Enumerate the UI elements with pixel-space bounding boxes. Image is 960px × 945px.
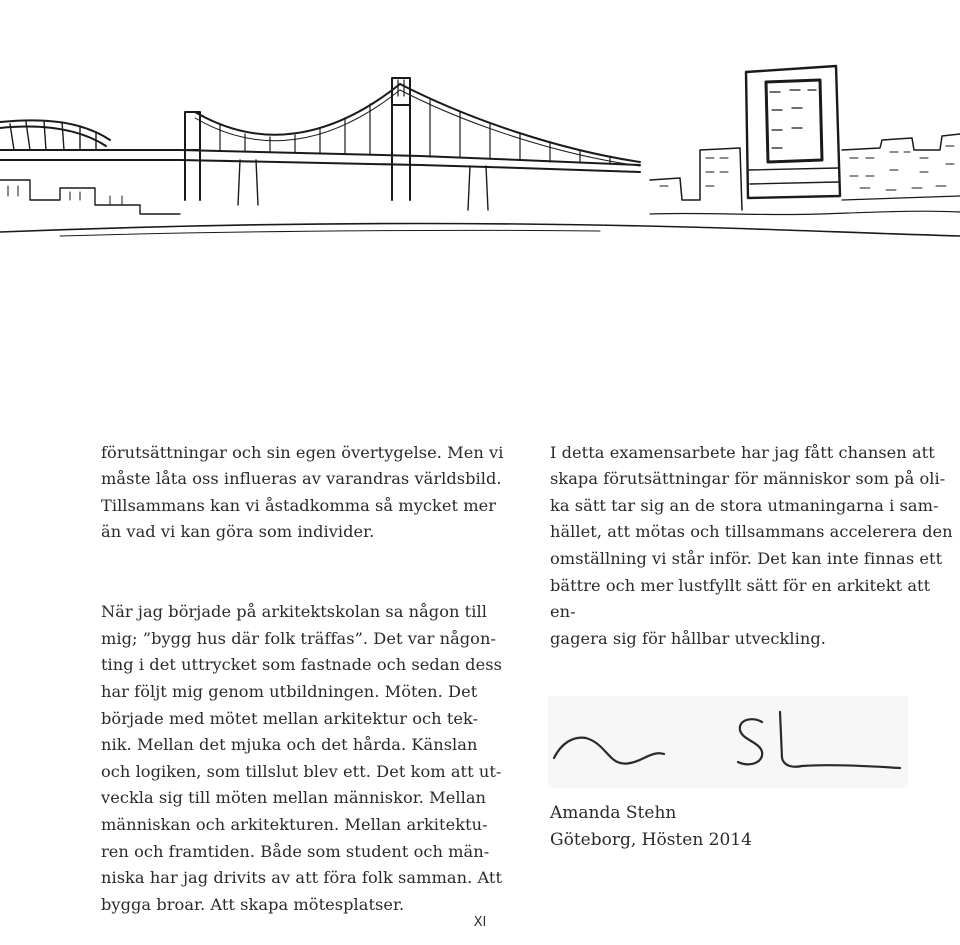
bridge-skyline-sketch-icon xyxy=(0,0,960,300)
page-number: XI xyxy=(473,915,487,930)
author-place-date: Göteborg, Hösten 2014 xyxy=(550,830,752,850)
author-block xyxy=(550,800,752,854)
handwritten-signature-icon xyxy=(548,696,908,788)
right-text-column xyxy=(550,413,960,679)
author-name: Amanda Stehn xyxy=(550,803,677,823)
right-paragraph-1: I detta examensarbete har jag fått chansen att skapa förutsättningar för människor som på oli- ka sätt tar sig an de stora utmaningarna i sam- hället, att mötas och tillsammans accelerera den omställning vi står inför. Det kan inte finnas ett bättre och mer lustfyllt sätt för en arkitekt att en- gagera sig för hållbar utveckling. xyxy=(550,442,953,648)
left-text-column xyxy=(101,413,521,945)
left-paragraph-1: förutsättningar och sin egen övertygelse. Men vi måste låta oss influeras av varandras världsbild. Tillsammans kan vi åstadkomma så mycket mer än vad vi kan göra som individer. xyxy=(101,442,504,542)
left-paragraph-2: När jag började på arkitektskolan sa någon till mig; ”bygg hus där folk träffas”. Det var någon- ting i det uttrycket som fastnade och sedan dess har följt mig genom utbildningen. Möten. Det började med mötet mellan arkitektur och tek- nik. Mellan det mjuka och det hårda. Känslan och logiken, som tillslut blev ett. Det kom att ut- veckla sig till möten mellan människor. Mellan människan och arkitekturen. Mellan arkitektu- ren och framtiden. Både som student och män- niska har jag drivits av att föra folk samman. Att bygga broar. Att skapa mötesplatser. xyxy=(101,602,503,914)
